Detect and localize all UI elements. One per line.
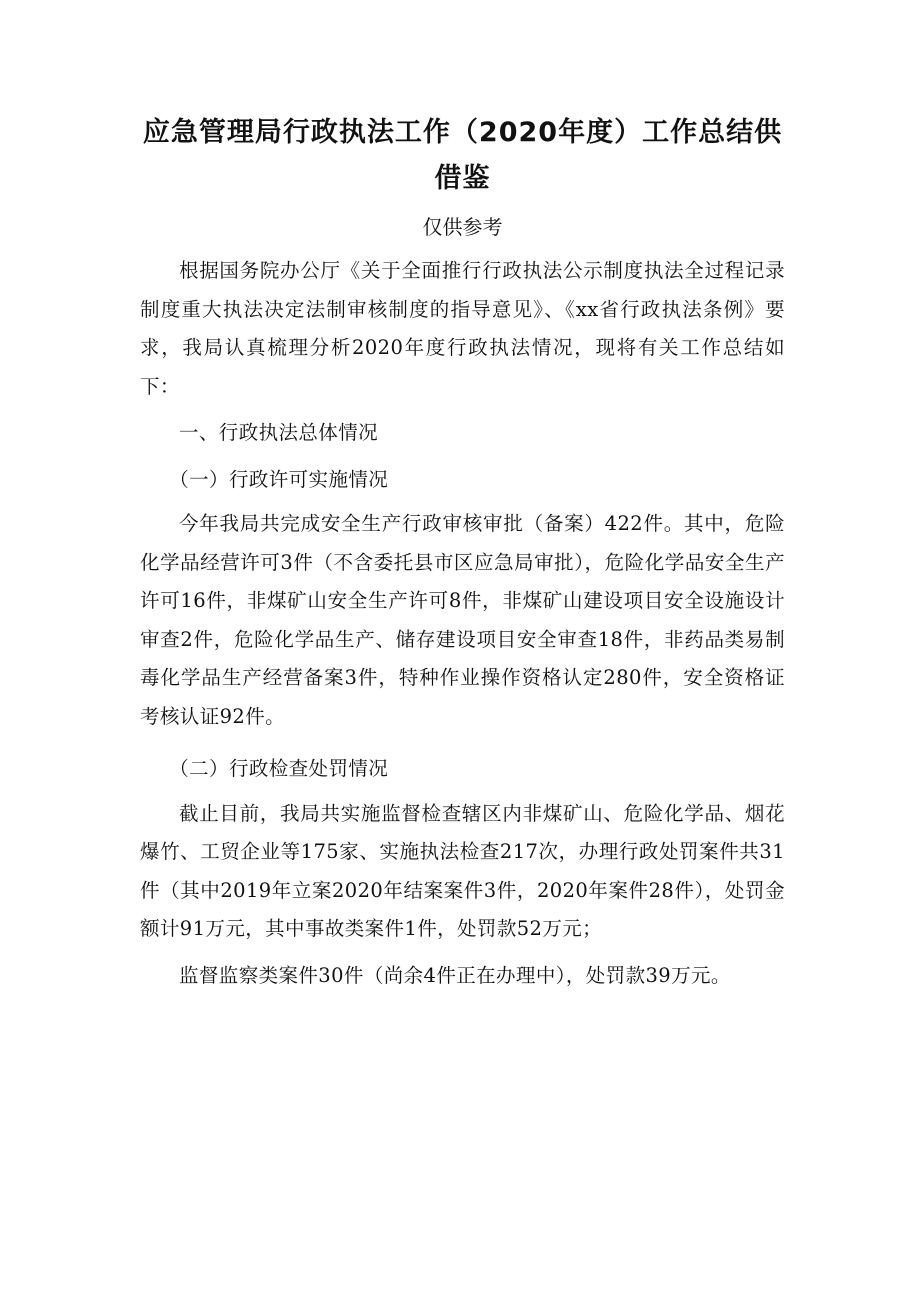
intro-paragraph: 根据国务院办公厅《关于全面推行行政执法公示制度执法全过程记录制度重大执法决定法制审核制度的指导意见》、《xx省行政执法条例》要求，我局认真梳理分析2020年度行政执法情况，现将有关工作总结如下： <box>140 259 785 398</box>
inspection-paragraph: 截止目前，我局共实施监督检查辖区内非煤矿山、危险化学品、烟花爆竹、工贸企业等175家、实施执法检查217次，办理行政处罚案件共31件（其中2019年立案2020年结案案件3件，2020年案件28件），处罚金额计91万元，其中事故类案件1件，处罚款52万元； <box>140 801 785 940</box>
licensing-paragraph: 今年我局共完成安全生产行政审核审批（备案）422件。其中，危险化学品经营许可3件（不含委托县市区应急局审批），危险化学品安全生产许可16件，非煤矿山安全生产许可8件，非煤矿山建设项目安全设施设计审查2件，危险化学品生产、储存建设项目安全审查18件，非药品类易制毒化学品生产经营备案3件，特种作业操作资格认定280件，安全资格证考核认证92件。 <box>140 512 785 728</box>
section-heading-overall: 一、行政执法总体情况 <box>179 421 379 444</box>
supervision-paragraph: 监督监察类案件30件（尚余4件正在办理中），处罚款39万元。 <box>179 963 731 987</box>
subsection-heading-licensing: （一）行政许可实施情况 <box>169 467 389 491</box>
document-page <box>140 110 785 995</box>
document-subtitle: 仅供参考 <box>422 215 503 239</box>
document-title: 应急管理局行政执法工作（2020年度）工作总结供借鉴 <box>142 117 783 194</box>
subsection-heading-inspection: （二）行政检查处罚情况 <box>169 757 389 780</box>
